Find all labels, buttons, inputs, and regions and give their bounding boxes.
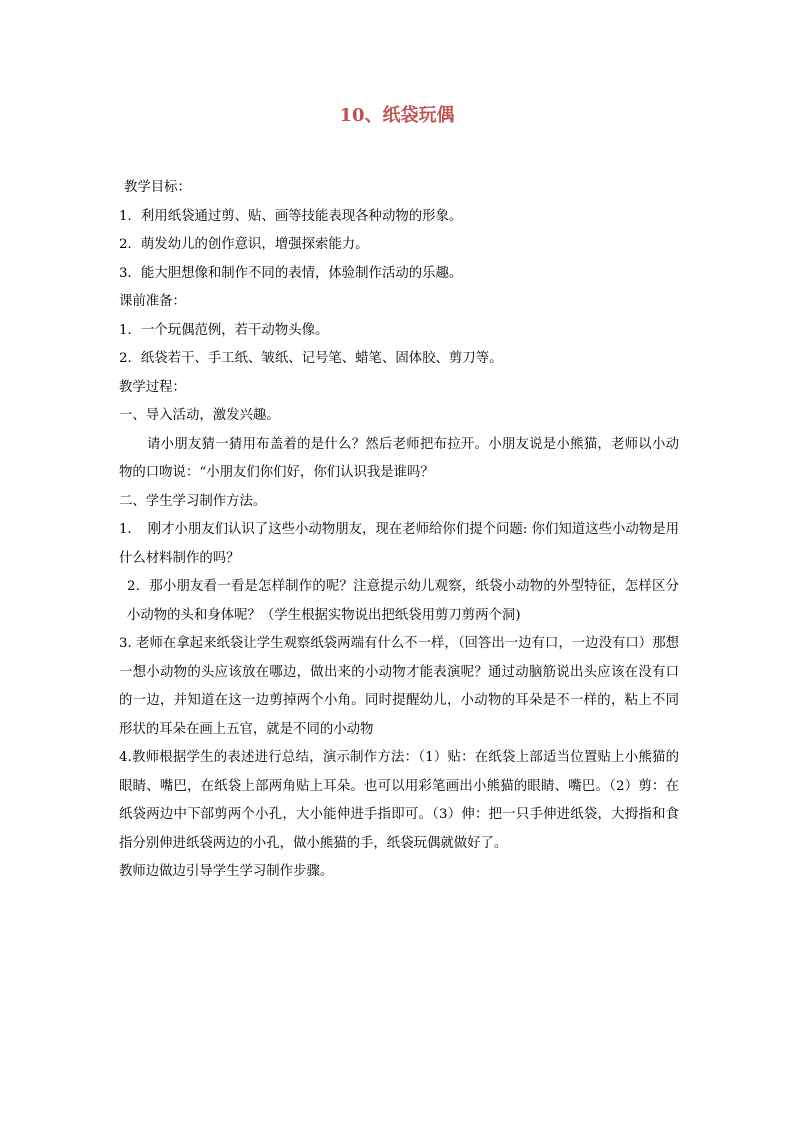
list-item: 3. 老师在拿起来纸袋让学生观察纸袋两端有什么不一样，（回答出一边有口，一边没有口）那想一想小动物的头应该放在哪边，做出来的小动物才能表演呢？通过动脑筋说出头应该在没有口的一边，并知道在这一边剪掉两个小角。同时提醒幼儿，小动物的耳朵是不一样的，粘上不同形状的耳朵在画上五官，就是不同的小动物 bbox=[119, 636, 679, 737]
list-item: 4.教师根据学生的表述进行总结，演示制作方法：（1）贴：在纸袋上部适当位置贴上小熊猫的眼睛、嘴巴，在纸袋上部两角贴上耳朵。也可以用彩笔画出小熊猫的眼睛、嘴巴。（2）剪：在纸袋两边中下部剪两个小孔，大小能伸进手指即可。（3）伸：把一只手伸进纸袋，大拇指和食指分别伸进纸袋两边的小孔，做小熊猫的手，纸袋玩偶就做好了。 bbox=[119, 750, 679, 851]
section-heading-preparation: 课前准备： bbox=[119, 294, 186, 309]
list-item: 1． 刚才小朋友们认识了这些小动物朋友，现在老师给你们提个问题: 你们知道这些小动物是用什么材料制作的吗？ bbox=[119, 522, 679, 566]
list-item: 1．利用纸袋通过剪、贴、画等技能表现各种动物的形象。 bbox=[119, 208, 463, 224]
body-paragraph: 请小朋友猜一猜用布盖着的是什么？然后老师把布拉开。小朋友说是小熊猫，老师以小动物的口吻说：“小朋友们你们好，你们认识我是谁吗？ bbox=[119, 436, 679, 480]
list-item: 1．一个玩偶范例，若干动物头像。 bbox=[119, 322, 329, 338]
body-paragraph: 教师边做边引导学生学习制作步骤。 bbox=[119, 864, 334, 879]
subsection-heading: 一、导入活动，激发兴趣。 bbox=[119, 408, 280, 423]
list-item: 2．那小朋友看一看是怎样制作的呢？注意提示幼儿观察，纸袋小动物的外型特征，怎样区分小动物的头和身体呢？（学生根据实物说出把纸袋用剪刀剪两个洞) bbox=[127, 579, 679, 623]
document-body bbox=[119, 174, 679, 887]
list-item: 3．能大胆想像和制作不同的表情，体验制作活动的乐趣。 bbox=[119, 265, 463, 281]
subsection-heading: 二、学生学习制作方法。 bbox=[119, 493, 267, 509]
section-heading-objectives: 教学目标： bbox=[124, 180, 191, 195]
list-item: 2．纸袋若干、手工纸、皱纸、记号笔、蜡笔、固体胶、剪刀等。 bbox=[119, 351, 503, 366]
list-item: 2．萌发幼儿的创作意识，增强探索能力。 bbox=[119, 237, 369, 252]
section-heading-process: 教学过程： bbox=[119, 379, 186, 395]
document-title: 10、纸袋玩偶 bbox=[339, 105, 455, 126]
